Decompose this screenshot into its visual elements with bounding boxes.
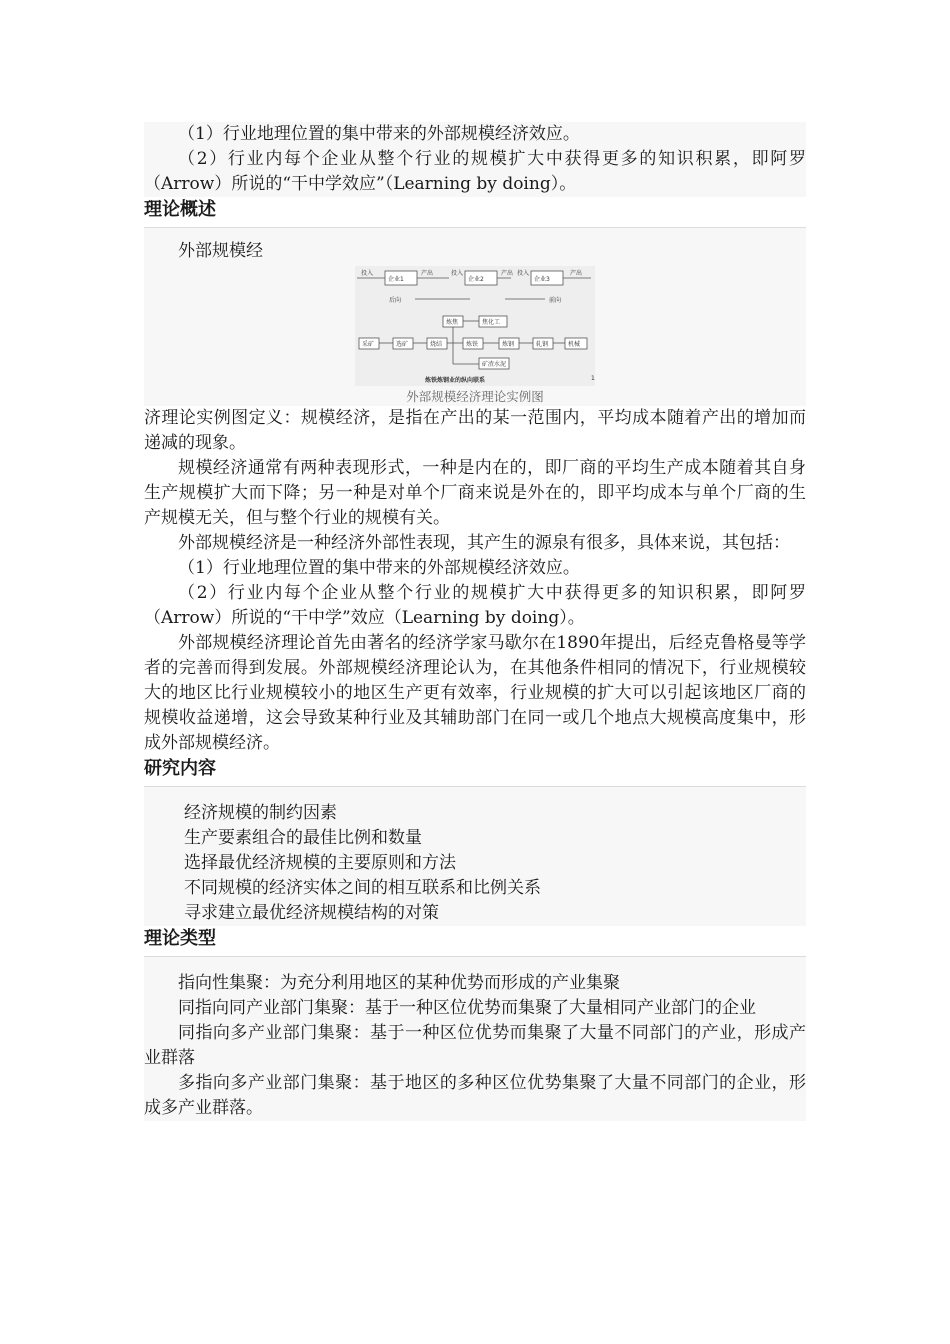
diagram-label-out2: 产出 (501, 270, 514, 277)
diagram-label-f: 焦化工 (482, 319, 501, 326)
type-paragraph-4: 多指向多产业部门集聚：基于地区的多种区位优势集聚了大量不同部门的企业，形成多产业群落。 (144, 1073, 806, 1118)
type-paragraph-3: 同指向多产业部门集聚：基于一种区位优势而集聚了大量不同部门的产业，形成产业群落 (144, 1023, 806, 1068)
forms-paragraph: 规模经济通常有两种表现形式，一种是内在的，即厂商的平均生产成本随着其自身生产规模扩大而下降；另一种是对单个厂商来说是外在的，即平均成本与单个厂商的生产规模无关，但与整个行业的规模有关。 (144, 458, 806, 528)
diagram-label-out3: 产出 (570, 270, 583, 277)
diagram-figure (355, 266, 595, 386)
vertical-linkage-diagram (355, 266, 595, 386)
diagram-label-in3: 投入 (517, 270, 530, 277)
type-paragraph-1: 指向性集聚：为充分利用地区的某种优势而形成的产业集聚 (178, 973, 620, 993)
history-paragraph: 外部规模经济理论首先由著名的经济学家马歇尔在1890年提出，后经克鲁格曼等学者的完善而得到发展。外部规模经济理论认为，在其他条件相同的情况下，行业规模较大的地区比行业规模较小的地区生产更有效率，行业规模的扩大可以引起该地区厂商的规模收益递增，这会导致某种行业及其辅助部门在同一或几个地点大规模高度集中，形成外部规模经济。 (144, 633, 806, 753)
overview-block (144, 228, 806, 406)
diagram-label-firm1: 企业1 (388, 276, 404, 283)
figure-container (144, 228, 806, 406)
list-item: 经济规模的制约因素 (184, 803, 337, 823)
types-block (144, 957, 806, 1121)
diagram-label-g: 炼钢 (502, 341, 515, 348)
sources-paragraph: 外部规模经济是一种经济外部性表现，其产生的源泉有很多，具体来说，其包括： (178, 533, 790, 553)
section-heading-types: 理论类型 (144, 926, 806, 957)
diagram-label-i: 机械 (568, 341, 581, 348)
intro-block (144, 122, 806, 197)
section-heading-overview: 理论概述 (144, 197, 806, 228)
intro-paragraph-1: （1）行业地理位置的集中带来的外部规模经济效应。 (178, 124, 580, 144)
diagram-label-corner: 1 (591, 375, 595, 382)
diagram-label-in1: 投入 (361, 270, 374, 277)
diagram-label-a: 采矿 (362, 341, 375, 348)
list-item: 生产要素组合的最佳比例和数量 (184, 828, 422, 848)
overview-body (144, 406, 806, 756)
type-paragraph-2: 同指向同产业部门集聚：基于一种区位优势而集聚了大量相同产业部门的企业 (178, 998, 756, 1018)
source-item-1: （1）行业地理位置的集中带来的外部规模经济效应。 (178, 558, 580, 578)
overview-lead-text: 外部规模经 (178, 241, 263, 261)
source-item-2: （2）行业内每个企业从整个行业的规模扩大中获得更多的知识积累，即阿罗（Arrow）所说的“干中学”效应（Learning by doing）。 (144, 583, 806, 628)
document-page (144, 122, 806, 1121)
diagram-label-j: 矿渣水泥 (482, 361, 507, 368)
figure-caption: 外部规模经济理论实例图 (406, 389, 544, 404)
section-heading-research: 研究内容 (144, 756, 806, 787)
diagram-label-out1: 产出 (421, 270, 434, 277)
diagram-label-e: 炼焦 (446, 319, 459, 326)
list-item: 不同规模的经济实体之间的相互联系和比例关系 (184, 878, 541, 898)
diagram-label-d: 炼铁 (466, 341, 479, 348)
diagram-label-firm3: 企业3 (534, 276, 550, 283)
diagram-label-fwd: 前向 (549, 297, 562, 304)
intro-paragraph-2: （2）行业内每个企业从整个行业的规模扩大中获得更多的知识积累，即阿罗（Arrow）所说的“干中学效应”（Learning by doing）。 (144, 149, 806, 194)
research-list (144, 787, 806, 926)
list-item: 寻求建立最优经济规模结构的对策 (184, 903, 439, 923)
diagram-label-c: 烧结 (430, 341, 443, 348)
diagram-label-back: 后向 (389, 297, 402, 304)
diagram-label-b: 选矿 (396, 341, 409, 348)
diagram-label-firm2: 企业2 (468, 276, 484, 283)
definition-paragraph: 济理论实例图定义：规模经济，是指在产出的某一范围内，平均成本随着产出的增加而递减的现象。 (144, 408, 806, 453)
list-item: 选择最优经济规模的主要原则和方法 (184, 853, 456, 873)
diagram-label-h: 轧钢 (536, 341, 549, 348)
diagram-label-in2: 投入 (451, 270, 464, 277)
diagram-label-bottom: 炼铁炼钢业的纵向联系 (425, 377, 486, 384)
